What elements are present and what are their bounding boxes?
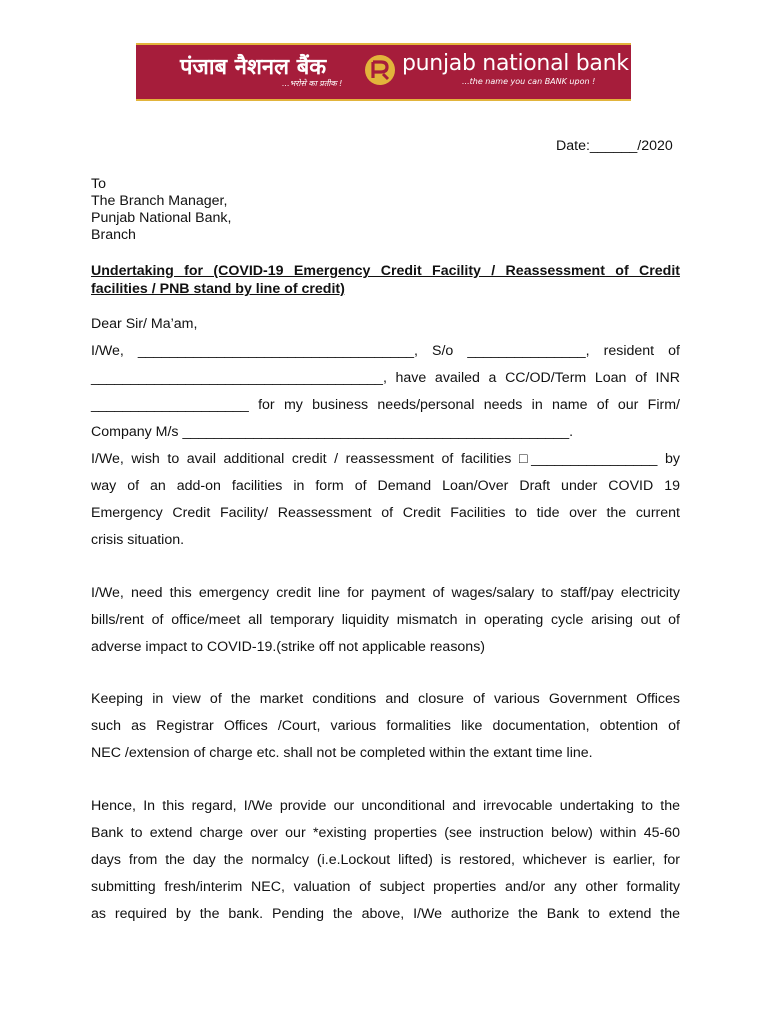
subject-heading [91,262,680,298]
paragraph-line: bills/rent of office/meet all temporary liquidity mismatch in operating cycle arising out of [91,612,680,628]
date-line: Date:______/2020 [556,138,673,154]
paragraph-line: Bank to extend charge over our *existing properties (see instruction below) within 45-60 [91,825,680,841]
address-line-1: The Branch Manager, [91,193,228,209]
address-to: To [91,176,106,192]
paragraph-line: I/We, ___________________________________, S/o _______________, resident of [91,343,680,359]
paragraph-line: days from the day the normalcy (i.e.Lockout lifted) is restored, whichever is earlier, for [91,852,680,868]
paragraph-line: NEC /extension of charge etc. shall not be completed within the extant time line. [91,745,593,761]
paragraph-line: Keeping in view of the market conditions and closure of various Government Offices [91,691,680,707]
subject-line-1: Undertaking for (COVID-19 Emergency Credit Facility / Reassessment of Credit [91,263,680,279]
paragraph-1 [91,338,680,554]
tagline-hindi: ...भरोसे का प्रतीक ! [282,79,343,88]
paragraph-line: Company M/s _________________________________________________. [91,424,574,440]
paragraph-line: adverse impact to COVID-19.(strike off not applicable reasons) [91,639,486,655]
paragraph-line: I/We, wish to avail additional credit / reassessment of facilities □________________ by [91,451,680,467]
tagline-english: ...the name you can BANK upon ! [462,77,596,86]
paragraph-line: _____________________________________, have availed a CC/OD/Term Loan of INR [91,370,680,386]
paragraph-2 [91,580,680,661]
paragraph-3 [91,686,680,767]
subject-line-2: facilities / PNB stand by line of credit) [91,281,345,297]
address-line-2: Punjab National Bank, [91,210,232,226]
paragraph-4 [91,793,680,928]
paragraph-line: ____________________ for my business needs/personal needs in name of our Firm/ [91,397,680,413]
pnb-logo-icon [364,54,396,86]
paragraph-line: I/We, need this emergency credit line for payment of wages/salary to staff/pay electricity [91,585,680,601]
paragraph-line: Emergency Credit Facility/ Reassessment of Credit Facilities to tide over the current [91,505,680,521]
paragraph-line: submitting fresh/interim NEC, valuation of subject properties and/or any other formality [91,879,680,895]
paragraph-line: way of an add-on facilities in form of Demand Loan/Over Draft under COVID 19 [91,478,680,494]
paragraph-line: as required by the bank. Pending the above, I/We authorize the Bank to extend the [91,906,680,922]
address-line-3: Branch [91,227,136,243]
salutation: Dear Sir/ Ma’am, [91,316,198,332]
bank-name-english: punjab national bank [402,51,629,76]
paragraph-line: such as Registrar Offices /Court, various formalities like documentation, obtention of [91,718,680,734]
paragraph-line: Hence, In this regard, I/We provide our unconditional and irrevocable undertaking to the [91,798,680,814]
bank-logo-banner [136,43,631,101]
paragraph-line: crisis situation. [91,532,185,548]
bank-name-hindi: पंजाब नैशनल बैंक [180,55,327,80]
